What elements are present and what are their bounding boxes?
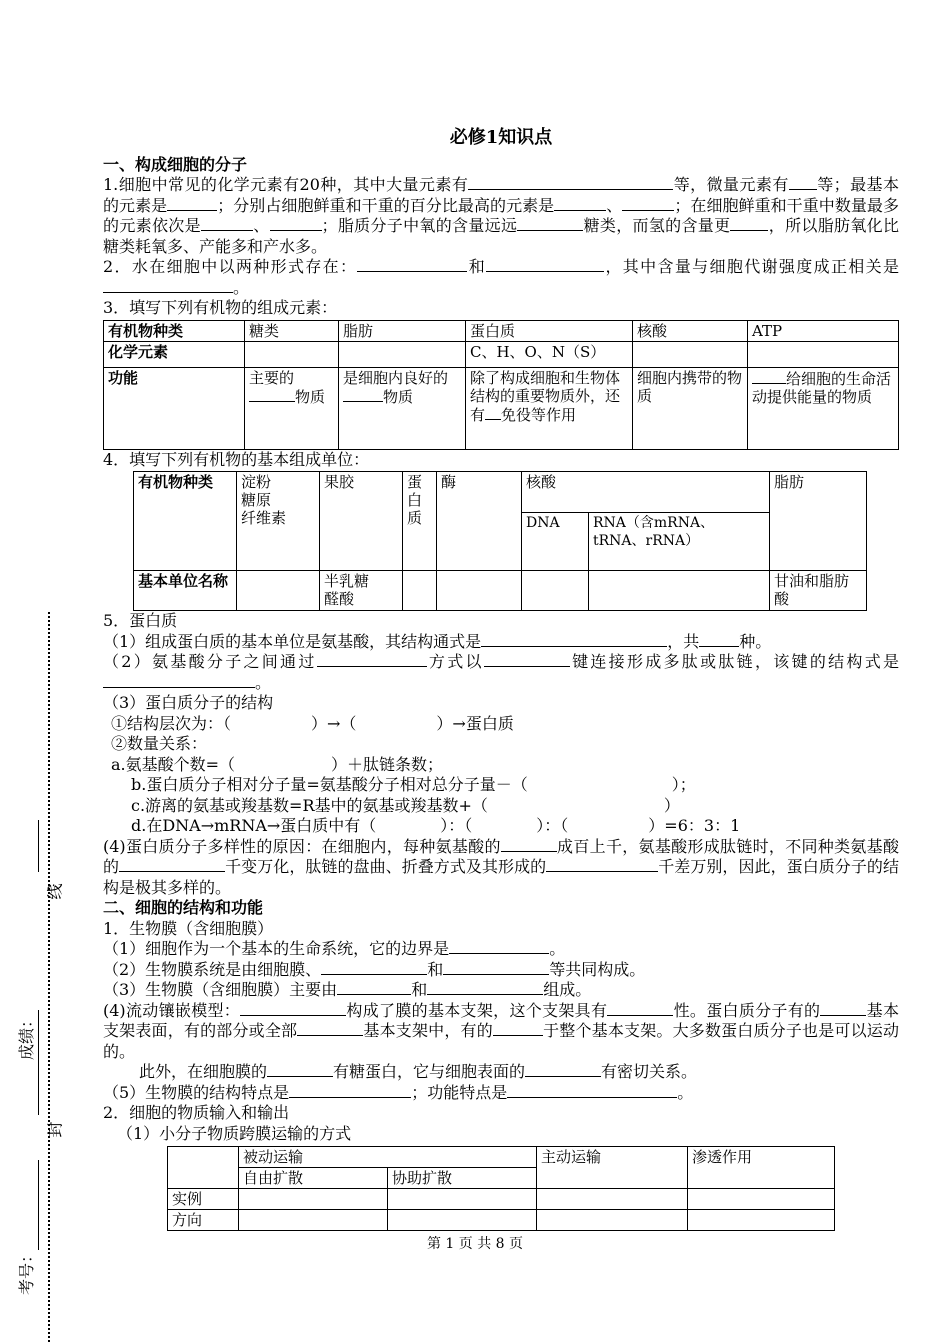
page-footer: 第 1 页 共 8 页: [426, 1236, 524, 1252]
transport-subheading: （1）小分子物质跨膜运输的方式: [117, 1123, 352, 1143]
protein-line-6: a.氨基酸个数=（ ）＋肽链条数；: [111, 754, 444, 774]
grade-underline: [38, 1010, 39, 1115]
t4-cell: [403, 571, 437, 611]
elements-table: [103, 320, 899, 450]
membrane-line-3: （3）生物膜（含细胞膜）主要由 和 组成。: [103, 980, 592, 999]
units-table: [133, 471, 867, 611]
margin-grade-label: 成绩：: [17, 1011, 36, 1060]
t4-cell: [437, 571, 522, 611]
membrane-line-5: 此外，在细胞膜的 有糖蛋白，它与细胞表面的 有密切关系。: [139, 1062, 698, 1081]
section-2-heading: 二、细胞的结构和功能: [103, 898, 264, 917]
margin-exam-label: 考号：: [17, 1246, 36, 1295]
membrane-line-2: （2）生物膜系统是由细胞膜、 和 等共同构成。: [103, 959, 646, 979]
t4-cell: [589, 571, 770, 611]
protein-line-7: b.蛋白质分子相对分子量=氨基酸分子相对总分子量－（ ）；: [131, 775, 696, 794]
t4-h-enzyme: 酶: [437, 472, 522, 571]
t3-cell: [633, 341, 748, 367]
t4-h-fat: 脂肪: [770, 472, 867, 571]
t4-h-starch: 淀粉 糖原 纤维素: [237, 472, 320, 571]
membrane-line-6: （5）生物膜的结构特点是 ；功能特点是 。: [103, 1082, 694, 1102]
t5-passive: 被动运输: [239, 1147, 537, 1168]
t3-nucleic-function: 细胞内携带的物质: [633, 367, 748, 449]
t4-pectin-unit: 半乳糖 醛酸: [320, 571, 403, 611]
margin-xian: 线: [45, 883, 65, 900]
transport-heading: 2．细胞的物质输入和输出: [103, 1103, 290, 1122]
protein-heading: 5．蛋白质: [103, 611, 178, 630]
protein-line-2: （2）氨基酸分子之间通过 方式以 键连接形成多肽或肽链，该键的结构式是。: [103, 652, 899, 692]
t4-h-rna: RNA（含mRNA、tRNA、rRNA）: [589, 513, 770, 571]
t3-h-atp: ATP: [748, 320, 899, 341]
protein-line-4: ①结构层次为：（ ）→（ ）→蛋白质: [111, 713, 514, 733]
t5-cell: [537, 1189, 688, 1210]
t4-h-type: 有机物种类: [134, 472, 237, 571]
protein-line-9: d.在DNA→mRNA→蛋白质中有（ ）：（ ）：（ ）=6：3：1: [131, 816, 741, 835]
transport-table: [167, 1146, 835, 1231]
t3-atp-function: 给细胞的生命活动提供能量的物质: [748, 367, 899, 449]
t5-direction: 方向: [168, 1210, 239, 1231]
paragraph-4: 4．填写下列有机物的基本组成单位：: [103, 449, 370, 469]
protein-line-8: c.游离的氨基或羧基数=R基中的氨基或羧基数+（ ）: [131, 795, 680, 815]
t3-r-function: 功能: [104, 367, 245, 449]
t5-cell: [688, 1189, 835, 1210]
t5-cell: [388, 1189, 537, 1210]
protein-line-10: (4)蛋白质分子多样性的原因：在细胞内，每种氨基酸的 成百上千，氨基酸形成肽链时，不同种类氨基酸的 千变万化，肽链的盘曲、折叠方式及其形成的 千差万别，因此，蛋白质分子的结构是极其多样的。: [103, 836, 899, 897]
t4-cell: [237, 571, 320, 611]
membrane-line-4: (4)流动镶嵌模型： 构成了膜的基本支架，这个支架具有 性。蛋白质分子有的 基本支架表面，有的部分或全部 基本支架中，有的 于整个基本支架。大多数蛋白质分子也是可以运动的。: [103, 1000, 899, 1061]
t3-h-nucleic: 核酸: [633, 320, 748, 341]
t3-cell: [748, 341, 899, 367]
section-1-heading: 一、构成细胞的分子: [103, 154, 248, 174]
t5-assisted: 协助扩散: [388, 1168, 537, 1189]
membrane-heading: 1．生物膜（含细胞膜）: [103, 918, 274, 938]
t4-r-unit: 基本单位名称: [134, 571, 237, 611]
t3-h-sugar: 糖类: [245, 320, 339, 341]
t3-sugar-function: 主要的 物质: [245, 367, 339, 449]
t4-cell: [522, 571, 589, 611]
t3-h-protein: 蛋白质: [466, 320, 633, 341]
paragraph-2: 2．水在细胞中以两种形式存在： 和 ，其中含量与细胞代谢强度成正相关是。: [103, 257, 899, 297]
t4-h-dna: DNA: [522, 513, 589, 571]
t5-cell: [537, 1210, 688, 1231]
t4-fat-unit: 甘油和脂肪酸: [770, 571, 867, 611]
t3-fat-function: 是细胞内良好的物质: [339, 367, 466, 449]
t3-protein-function: 除了构成细胞和生物体结构的重要物质外，还有 免役等作用: [466, 367, 633, 449]
t5-active: 主动运输: [537, 1147, 688, 1189]
t3-h-type: 有机物种类: [104, 320, 245, 341]
grade-rule: [38, 820, 39, 872]
t5-corner: [168, 1147, 239, 1189]
t4-h-protein: 蛋 白 质: [403, 472, 437, 571]
membrane-line-1: （1）细胞作为一个基本的生命系统，它的边界是 。: [103, 939, 566, 958]
t5-osmosis: 渗透作用: [688, 1147, 835, 1189]
document-body: [103, 128, 899, 1231]
paragraph-3: 3．填写下列有机物的组成元素：: [103, 298, 338, 317]
t5-free: 自由扩散: [239, 1168, 388, 1189]
t5-cell: [688, 1210, 835, 1231]
margin-feng: 封: [45, 1121, 65, 1138]
protein-line-5: ②数量关系：: [111, 734, 208, 753]
t3-protein-elements: C、H、O、N（S）: [466, 341, 633, 367]
t5-cell: [388, 1210, 537, 1231]
t5-example: 实例: [168, 1189, 239, 1210]
t3-h-fat: 脂肪: [339, 320, 466, 341]
page-title: 必修1知识点: [449, 127, 553, 148]
protein-line-3: （3）蛋白质分子的结构: [103, 693, 274, 712]
t3-cell: [339, 341, 466, 367]
t4-h-nucleic: 核酸: [522, 472, 770, 513]
paragraph-1: 1.细胞中常见的化学元素有20种，其中大量元素有 等，微量元素有 等；最基本的元素是 ；分别占细胞鲜重和干重的百分比最高的元素是 、 ；在细胞鲜重和干重中数量最多的元素依次是 、 ；脂质分子中氧的含量远远 糖类，而氢的含量更 ，所以脂肪氧化比糖类耗氧多、产能多和产水多。: [103, 175, 899, 256]
t5-cell: [239, 1189, 388, 1210]
t3-r-elements: 化学元素: [104, 341, 245, 367]
t4-h-pectin: 果胶: [320, 472, 403, 571]
t3-cell: [245, 341, 339, 367]
t5-cell: [239, 1210, 388, 1231]
protein-line-1: （1）组成蛋白质的基本单位是氨基酸，其结构通式是 ，共 种。: [103, 631, 772, 651]
